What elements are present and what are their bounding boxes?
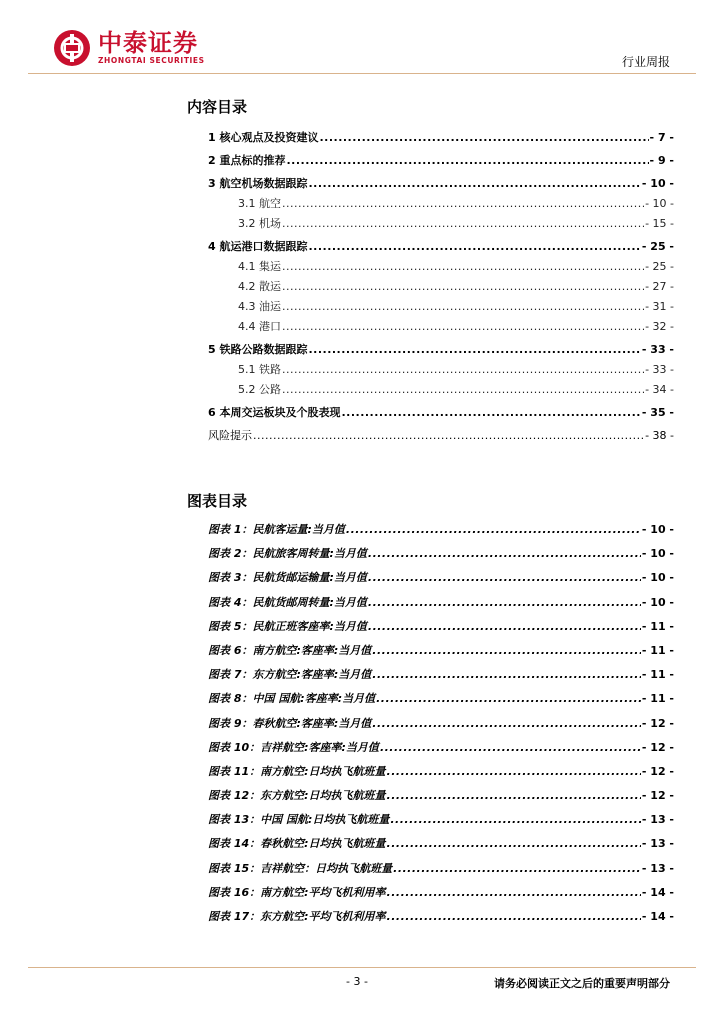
toc-label: 4.1 集运 <box>238 260 281 273</box>
figure-item[interactable] <box>208 763 674 787</box>
leader-dots <box>282 383 644 396</box>
figure-item[interactable] <box>208 521 674 545</box>
toc-page: - 31 - <box>645 300 674 313</box>
toc-page: - 9 - <box>649 154 674 167</box>
toc-page: - 34 - <box>645 383 674 396</box>
contents-list <box>208 126 674 447</box>
figure-item[interactable] <box>208 787 674 811</box>
figure-item[interactable] <box>208 860 674 884</box>
toc-label: 4.3 油运 <box>238 300 281 313</box>
toc-subitem[interactable] <box>208 258 674 278</box>
figure-page: - 11 - <box>641 643 674 657</box>
leader-dots <box>282 217 644 230</box>
figure-item[interactable] <box>208 594 674 618</box>
figure-item[interactable] <box>208 618 674 642</box>
toc-label: 3.1 航空 <box>238 197 281 210</box>
figure-label: 图表 4：民航货邮周转量:当月值 <box>208 595 367 609</box>
toc-label: 3.2 机场 <box>238 217 281 230</box>
leader-dots <box>282 280 644 293</box>
figure-label: 图表 2：民航旅客周转量:当月值 <box>208 547 367 561</box>
figure-label: 图表 6：南方航空:客座率:当月值 <box>208 643 372 657</box>
zhongtai-logo-icon <box>54 30 90 66</box>
figure-page: - 12 - <box>641 740 674 754</box>
figure-label: 图表 16：南方航空:平均飞机利用率 <box>208 885 386 899</box>
leader-dots <box>286 154 648 167</box>
leader-dots <box>341 406 640 419</box>
toc-page: - 10 - <box>645 197 674 210</box>
report-type: 行业周报 <box>621 55 670 69</box>
figure-page: - 12 - <box>641 789 674 803</box>
toc-page: - 10 - <box>641 177 674 190</box>
figure-page: - 14 - <box>641 885 674 899</box>
figure-page: - 11 - <box>641 692 674 706</box>
figure-item[interactable] <box>208 545 674 569</box>
toc-subitem[interactable] <box>208 195 674 215</box>
leader-dots <box>387 789 641 802</box>
leader-dots <box>380 741 641 754</box>
toc-item[interactable] <box>208 427 674 447</box>
figure-page: - 10 - <box>641 523 674 536</box>
leader-dots <box>393 862 641 875</box>
figure-item[interactable] <box>208 715 674 739</box>
leader-dots <box>308 177 640 190</box>
toc-item[interactable] <box>208 341 674 361</box>
leader-dots <box>308 240 640 253</box>
leader-dots <box>282 363 644 376</box>
toc-page: - 35 - <box>641 406 674 419</box>
disclaimer-note: 请务必阅读正文之后的重要声明部分 <box>494 977 670 990</box>
toc-label: 风险提示 <box>208 429 252 442</box>
figure-page: - 11 - <box>641 668 674 682</box>
header-divider <box>28 73 696 74</box>
figure-item[interactable] <box>208 811 674 835</box>
figure-label: 图表 5：民航正班客座率:当月值 <box>208 619 367 633</box>
leader-dots <box>387 910 641 923</box>
leader-dots <box>319 131 648 144</box>
toc-page: - 38 - <box>645 429 674 442</box>
toc-subitem[interactable] <box>208 361 674 381</box>
figure-label: 图表 3：民航货邮运输量:当月值 <box>208 571 367 585</box>
leader-dots <box>387 886 641 899</box>
figure-item[interactable] <box>208 666 674 690</box>
toc-label: 5.2 公路 <box>238 383 281 396</box>
leader-dots <box>372 668 641 681</box>
page-number: - 3 - <box>346 975 368 988</box>
figure-label: 图表 1：民航客运量:当月值 <box>208 523 345 536</box>
company-name-cn: 中泰证券 <box>98 29 198 57</box>
leader-dots <box>282 320 644 333</box>
toc-item[interactable] <box>208 129 674 149</box>
contents-title: 内容目录 <box>187 98 248 116</box>
leader-dots <box>282 197 644 210</box>
toc-page: - 25 - <box>641 240 674 253</box>
toc-subitem[interactable] <box>208 381 674 401</box>
toc-label: 4 航运港口数据跟踪 <box>208 240 308 253</box>
toc-page: - 25 - <box>645 260 674 273</box>
figure-item[interactable] <box>208 642 674 666</box>
leader-dots <box>346 523 641 536</box>
toc-page: - 33 - <box>645 363 674 376</box>
leader-dots <box>368 547 641 560</box>
leader-dots <box>282 300 644 313</box>
leader-dots <box>253 429 644 442</box>
toc-label: 4.4 港口 <box>238 320 281 333</box>
toc-label: 6 本周交运板块及个股表现 <box>208 406 341 419</box>
leader-dots <box>368 620 641 633</box>
toc-label: 3 航空机场数据跟踪 <box>208 177 308 190</box>
toc-item[interactable] <box>208 175 674 195</box>
figure-page: - 10 - <box>641 595 674 609</box>
leader-dots <box>387 837 641 850</box>
figure-item[interactable] <box>208 908 674 932</box>
toc-page: - 32 - <box>645 320 674 333</box>
figure-item[interactable] <box>208 690 674 714</box>
company-logo <box>54 30 205 66</box>
figure-label: 图表 17：东方航空:平均飞机利用率 <box>208 910 386 923</box>
footer-divider <box>28 967 696 968</box>
figure-item[interactable] <box>208 884 674 908</box>
toc-item[interactable] <box>208 238 674 258</box>
figure-label: 图表 11：南方航空:日均执飞航班量 <box>208 764 386 778</box>
toc-page: - 7 - <box>649 131 674 144</box>
figure-page: - 12 - <box>641 716 674 730</box>
figure-label: 图表 15：吉祥航空：日均执飞航班量 <box>208 861 393 875</box>
company-name-en: ZHONGTAI SECURITIES <box>98 56 205 65</box>
leader-dots <box>390 813 641 826</box>
leader-dots <box>372 717 641 730</box>
figure-page: - 12 - <box>641 764 674 778</box>
figure-page: - 14 - <box>641 910 674 923</box>
figures-title: 图表目录 <box>187 492 248 510</box>
figure-page: - 13 - <box>641 861 674 875</box>
toc-label: 5 铁路公路数据跟踪 <box>208 343 308 356</box>
figure-item[interactable] <box>208 835 674 859</box>
toc-page: - 15 - <box>645 217 674 230</box>
figure-item[interactable] <box>208 569 674 593</box>
figure-label: 图表 12：东方航空:日均执飞航班量 <box>208 789 386 803</box>
leader-dots <box>387 765 641 778</box>
toc-label: 1 核心观点及投资建议 <box>208 131 319 144</box>
toc-item[interactable] <box>208 152 674 172</box>
toc-page: - 27 - <box>645 280 674 293</box>
toc-item[interactable] <box>208 404 674 424</box>
figure-page: - 10 - <box>641 571 674 585</box>
figure-label: 图表 8：中国 国航:客座率:当月值 <box>208 692 376 706</box>
toc-page: - 33 - <box>641 343 674 356</box>
figure-page: - 10 - <box>641 547 674 561</box>
toc-label: 5.1 铁路 <box>238 363 281 376</box>
leader-dots <box>372 644 641 657</box>
figure-label: 图表 10：吉祥航空:客座率:当月值 <box>208 740 379 754</box>
figure-label: 图表 13：中国 国航:日均执飞航班量 <box>208 813 390 827</box>
figure-label: 图表 14：春秋航空:日均执飞航班量 <box>208 837 386 851</box>
figure-page: - 11 - <box>641 619 674 633</box>
leader-dots <box>282 260 644 273</box>
leader-dots <box>376 692 641 705</box>
toc-label: 2 重点标的推荐 <box>208 154 286 167</box>
figure-item[interactable] <box>208 739 674 763</box>
leader-dots <box>368 596 641 609</box>
figure-label: 图表 9：春秋航空:客座率:当月值 <box>208 716 372 730</box>
figures-list <box>208 521 674 932</box>
leader-dots <box>308 343 640 356</box>
toc-subitem[interactable] <box>208 278 674 298</box>
toc-subitem[interactable] <box>208 215 674 235</box>
figure-page: - 13 - <box>641 837 674 851</box>
toc-subitem[interactable] <box>208 298 674 318</box>
toc-subitem[interactable] <box>208 318 674 338</box>
figure-page: - 13 - <box>641 813 674 827</box>
figure-label: 图表 7：东方航空:客座率:当月值 <box>208 668 372 682</box>
toc-label: 4.2 散运 <box>238 280 281 293</box>
leader-dots <box>368 571 641 584</box>
